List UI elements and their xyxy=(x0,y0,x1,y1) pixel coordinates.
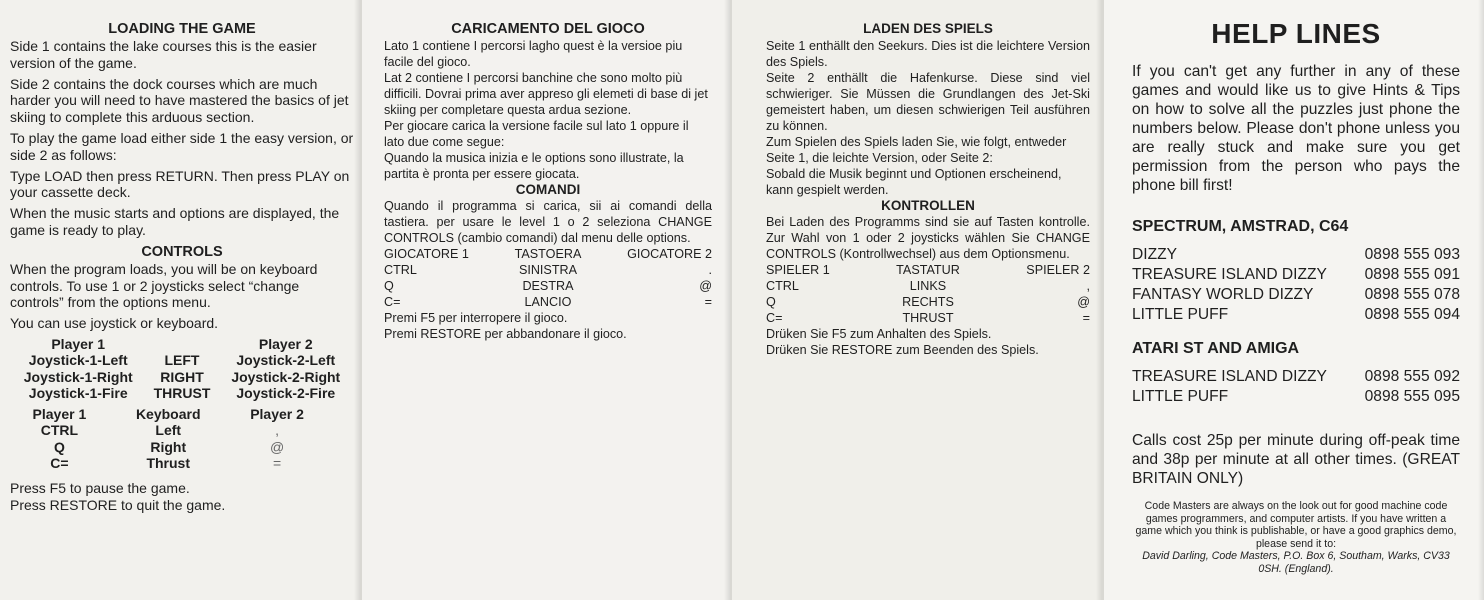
paragraph: When the music starts and options are displayed, the game is ready to play. xyxy=(10,205,340,238)
postal-address: David Darling, Code Masters, P.O. Box 6, Southam, Warks, CV33 0SH. (England). xyxy=(1142,550,1450,575)
controls-title: COMANDI xyxy=(515,182,581,197)
paragraph: Side 2 contains the dock courses which are much harder you will need to have mastered the basics of jet skiing to complete this arduous section. xyxy=(10,75,349,126)
controls-table xyxy=(384,246,712,310)
paragraph: Zum Spielen des Spiels laden Sie, wie folgt, entweder Seite 1, die leichte Version, oder Seite 2: xyxy=(766,135,1067,165)
keyboard-controls-table xyxy=(10,406,326,472)
table-row: CTRL LINKS , xyxy=(766,279,1090,293)
english-panel xyxy=(0,0,360,600)
controls-title: CONTROLS xyxy=(141,243,223,260)
footer-line: Press F5 to pause the game. xyxy=(10,479,190,496)
paragraph: Lat 2 contiene I percorsi banchine che sono molto più difficili. Dovrai prima aver appreso gli elemeti di base di jet skiing per completare questa ardua sezione. xyxy=(384,71,708,117)
table-header: GIOCATORE 2 xyxy=(627,247,712,261)
list-item: LITTLE PUFF 0898 555 094 xyxy=(1132,306,1460,323)
table-header: Player 1 xyxy=(51,335,106,352)
paragraph: Quando la musica inizia e le options sono illustrate, la partita è pronta per essere giocata. xyxy=(384,151,684,181)
phone-list xyxy=(1132,245,1460,325)
loading-title: LOADING THE GAME xyxy=(108,21,256,37)
section-heading: ATARI ST AND AMIGA xyxy=(1132,340,1300,357)
controls-table xyxy=(766,262,1090,326)
table-row: C= Thrust = xyxy=(50,455,282,472)
loading-title: CARICAMENTO DEL GIOCO xyxy=(451,21,645,37)
paragraph: To play the game load either side 1 the easy version, or side 2 as follows: xyxy=(10,129,354,163)
footer-line: Drüken Sie F5 zum Anhalten des Spiels. xyxy=(766,327,992,341)
table-row: Q Right @ xyxy=(53,438,285,455)
table-row: Q DESTRA @ xyxy=(384,279,712,293)
list-item: TREASURE ISLAND DIZZY 0898 555 091 xyxy=(1132,266,1460,283)
table-row: Q RECHTS @ xyxy=(766,295,1090,309)
help-title: HELP LINES xyxy=(1211,18,1381,49)
list-item: FANTASY WORLD DIZZY 0898 555 078 xyxy=(1132,286,1460,303)
table-header: Player 1 xyxy=(32,405,87,422)
table-row: C= LANCIO = xyxy=(384,295,712,309)
section-heading: SPECTRUM, AMSTRAD, C64 xyxy=(1132,218,1349,235)
paragraph: Bei Laden des Programms sind sie auf Tasten kontrolle. Zur Wahl von 1 oder 2 joysticks wählen Sie CHANGE CONTROLS (Kontrollwechsel) aus dem Optionsmenu. xyxy=(766,215,1090,261)
table-header: GIOCATORE 1 xyxy=(384,247,469,261)
list-item: TREASURE ISLAND DIZZY 0898 555 092 xyxy=(1132,368,1460,385)
table-header: SPIELER 2 xyxy=(1026,263,1090,277)
paragraph: Side 1 contains the lake courses this is the easier version of the game. xyxy=(10,38,317,71)
call-cost-notice: Calls cost 25p per minute during off-peak time and 38p per minute at all other times. (GREAT BRITAIN ONLY) xyxy=(1132,432,1460,487)
paragraph: Per giocare carica la versione facile sul lato 1 oppure il lato due come segue: xyxy=(384,119,689,149)
list-item: LITTLE PUFF 0898 555 095 xyxy=(1132,388,1460,405)
table-row: CTRL SINISTRA . xyxy=(384,263,712,277)
list-item: DIZZY 0898 555 093 xyxy=(1132,246,1460,263)
table-header: TASTOERA xyxy=(514,247,582,261)
footer-line: Premi F5 per interropere il gioco. xyxy=(384,311,568,325)
german-panel xyxy=(732,0,1102,600)
help-intro: If you can't get any further in any of these games and would like us to give Hints & Tips on how to solve all the puzzles just phone the numbers below. Please don't phone unless you are really stuck and make sure you get permission from the person who pays the phone bill first! xyxy=(1132,63,1460,194)
paragraph: When the program loads, you will be on keyboard controls. To use 1 or 2 joysticks select “change controls” from the options menu. xyxy=(10,260,318,311)
table-row: CTRL Left , xyxy=(40,422,279,439)
table-row: Joystick-1-Left LEFT Joystick-2-Left xyxy=(28,352,336,369)
table-header: Keyboard xyxy=(135,405,201,422)
joystick-controls-table xyxy=(10,336,354,402)
footer-line: Press RESTORE to quit the game. xyxy=(10,496,226,513)
italian-panel xyxy=(362,0,730,600)
paragraph: You can use joystick or keyboard. xyxy=(10,315,219,332)
paragraph: Quando il programma si carica, sii ai comandi della tastiera. per usare le level 1 o 2 seleziona CHANGE CONTROLS (cambio comandi) dal menu delle options. xyxy=(384,199,712,245)
help-lines-panel xyxy=(1104,0,1484,600)
table-header: TASTATUR xyxy=(896,263,960,277)
table-row: C= THRUST = xyxy=(766,311,1090,325)
table-row: Joystick-1-Fire THRUST Joystick-2-Fire xyxy=(28,385,336,402)
paragraph: Lato 1 contiene I percorsi lagho quest è la versioe piu facile del gioco. xyxy=(384,39,683,69)
footer-line: Drüken Sie RESTORE zum Beenden des Spiels. xyxy=(766,343,1039,357)
footer-notes xyxy=(10,480,354,514)
fine-print xyxy=(1132,500,1460,575)
table-row: Joystick-1-Right RIGHT Joystick-2-Right xyxy=(23,368,341,385)
table-header: Player 2 xyxy=(250,405,304,422)
paragraph: Sobald die Musik beginnt und Optionen erscheinend, kann gespielt werden. xyxy=(766,167,1062,197)
footer-line: Premi RESTORE per abbandonare il gioco. xyxy=(384,327,627,341)
fine-print-text: Code Masters are always on the look out for good machine code games programmers, and computer artists. If you have written a game which you think is publishable, or have a good graphics demo, please send it to: xyxy=(1135,500,1457,550)
paragraph: Seite 2 enthällt die Hafenkurse. Diese sind viel schwieriger. Sie Müssen die Grundlangen des Jet-Ski gemeistert haben, um diesen schwierigen Teil ausführen zu können. xyxy=(766,71,1090,133)
controls-title: KONTROLLEN xyxy=(881,198,975,213)
loading-title: LADEN DES SPIELS xyxy=(863,21,993,36)
table-header: Player 2 xyxy=(258,335,313,352)
paragraph: Type LOAD then press RETURN. Then press PLAY on your cassette deck. xyxy=(10,167,350,201)
phone-list xyxy=(1132,367,1460,407)
table-header: SPIELER 1 xyxy=(766,263,830,277)
table-header xyxy=(146,336,217,353)
paragraph: Seite 1 enthällt den Seekurs. Dies ist die leichtere Version des Spiels. xyxy=(766,39,1090,69)
